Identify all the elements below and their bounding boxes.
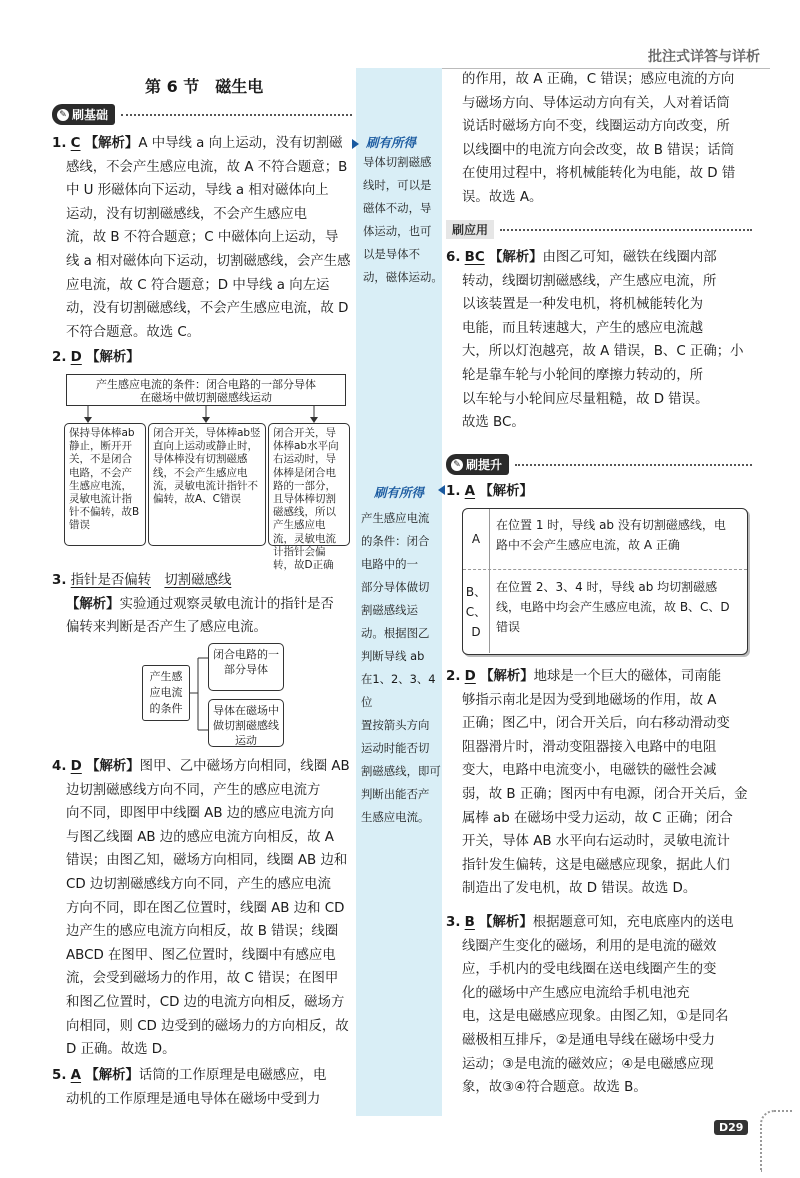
p1-row-b-line: 线，电路中均会产生感应电流，故 B、C、D: [496, 600, 730, 614]
p2-line: 阻器滑片时，滑动变阻器接入电路中的电阻: [462, 739, 717, 755]
q4-line: 方向不同，即在图乙位置时，线圈 AB 边和 CD: [66, 900, 345, 916]
q4-line: 边产生的感应电流方向相反，故 B 错误；线圈: [66, 924, 339, 940]
q5-line: 动机的工作原理是通电导体在磁场中受到力: [66, 1091, 321, 1107]
q1-line: 不符合题意。故选 C。: [66, 324, 201, 340]
q2-arrows: [60, 405, 360, 425]
note-1-line: 磁体不动，导: [363, 201, 432, 215]
q4: [52, 755, 354, 1062]
note-2-line: 生感应电流。: [361, 810, 430, 824]
note-2-line: 运动时能否切: [361, 741, 430, 755]
q6-line: 大，所以灯泡越亮，故 A 错误，B、C 正确；小: [462, 344, 744, 360]
p1-row-a-line: 在位置 1 时，导线 ab 没有切割磁感线，电: [496, 518, 726, 532]
p2-line: 正确；图乙中，闭合开关后，向右移动滑动变: [462, 716, 730, 732]
tag-basic-label: 刷基础: [72, 108, 109, 122]
p1-row-b-label: B、: [465, 585, 487, 599]
note-2-title: 刷有所得: [374, 485, 425, 500]
q6-line: 电能，而且转速越大，产生的感应电流越: [462, 320, 704, 336]
p3-line: 磁极相互排斥，②是通电导线在磁场中受力: [462, 1032, 716, 1048]
q4-line: ABCD 在图甲、图乙位置时，线圈中有感应电: [66, 947, 336, 963]
p1-row-b-line: 在位置 2、3、4 时，导线 ab 均切割磁感: [496, 580, 718, 594]
q4-line: 向相同，则 CD 边受到的磁场力的方向相反，故: [66, 1018, 349, 1034]
q3-diagram-top: 闭合电路的一部分导体: [208, 643, 284, 691]
note-1-title: 刷有所得: [366, 135, 417, 150]
p3-label: 【解析】: [479, 915, 533, 930]
p2: [446, 665, 752, 901]
p3-answer: B: [464, 915, 475, 930]
p3-num: 3.: [446, 915, 461, 930]
tag-basic: [52, 104, 352, 125]
q3-answer-2: 切割磁感线: [164, 573, 232, 588]
p2-num: 2.: [446, 669, 461, 684]
tag-improve-label: 刷提升: [466, 458, 503, 472]
corner-dots: [760, 1110, 792, 1172]
note-2-line: 置按箭头方向: [361, 718, 430, 732]
q2-answer: D: [70, 350, 82, 365]
p2-line: 开关，导体 AB 水平向右运动时，灵敏电流计: [462, 834, 730, 850]
q6-line: 转动，线圈切割磁感线，产生感应电流，所: [462, 273, 717, 289]
note-2: [361, 507, 445, 829]
q5-cont-line: 以线圈中的电流方向会改变，故 B 错误；话筒: [462, 142, 735, 158]
note-1-line: 线时，可以是: [363, 178, 432, 192]
q3-line: 实验通过观察灵敏电流计的指针是否: [119, 596, 334, 612]
p1-header: [446, 480, 533, 504]
q3-answer-1: 指针是否偏转: [70, 573, 152, 588]
note-2-line: 产生感应电流: [361, 511, 430, 525]
q1-line: 应电流，故 C 符合题意；D 中导线 a 向左运: [66, 277, 330, 293]
header-title: 批注式详答与详析: [648, 49, 760, 65]
p3-line: 根据题意可知，充电底座内的送电: [532, 915, 734, 930]
p2-line: 弱，故 B 正确；图丙中有电源，闭合开关后，金: [462, 786, 748, 802]
q6-line: 故选 BC。: [462, 415, 525, 431]
p2-line: 地球是一个巨大的磁体，司南能: [533, 669, 722, 684]
p2-line: 指针发生偏转，这是电磁感应现象，据此人们: [462, 857, 730, 873]
q5-cont-line: 与磁场方向、导体运动方向有关，人对着话筒: [462, 95, 730, 111]
q3: [52, 569, 354, 640]
p2-line: 属棒 ab 在磁场中受力运动，故 C 正确；闭合: [462, 810, 733, 826]
q5-cont-line: 说话时磁场方向不变，线圈运动方向改变，所: [462, 119, 730, 135]
q4-line: D 正确。故选 D。: [66, 1042, 176, 1058]
q5-label: 【解析】: [85, 1068, 139, 1083]
note-1-line: 动，磁体运动。: [363, 270, 443, 284]
q5-cont-line: 在使用过程中，将机械能转化为电能，故 D 错: [462, 166, 736, 182]
q6: [446, 246, 752, 435]
q2-top-box: 产生感应电流的条件：闭合电路的一部分导体在磁场中做切割磁感线运动: [66, 374, 346, 406]
note-1-arrow: [352, 139, 359, 149]
p1-row-a-label: A: [471, 532, 481, 546]
q5-continued: [462, 68, 752, 210]
q1-line: 线 a 相对磁体向下运动，切割磁感线，会产生感: [66, 253, 351, 269]
q2-box-1: 保持导体棒ab静止，断开开关，不是闭合电路，不会产生感应电流，灵敏电流计指针不偏转，故B错误: [64, 423, 146, 546]
q1-num: 1.: [52, 136, 67, 151]
p3-line: 象，故③④符合题意。故选 B。: [462, 1080, 647, 1096]
q5-answer: A: [70, 1068, 82, 1083]
q2-box-3: 闭合开关，导体棒ab水平向右运动时，导体棒是闭合电路的一部分，且导体棒切割磁感线，所以产生感应电流，灵敏电流计指针会偏转，故D正确: [268, 423, 350, 546]
q4-line: 流，会受到磁场力的作用，故 C 错误；在图甲: [66, 971, 339, 987]
note-1-line: 导体切割磁感: [363, 155, 432, 169]
q4-line: 与图乙线圈 AB 边的感应电流方向相反，故 A: [66, 829, 334, 845]
note-2-line: 部分导体做切: [361, 580, 430, 594]
note-1-line: 体运动，也可: [363, 224, 432, 238]
q2-label: 【解析】: [86, 350, 140, 365]
note-2-line: 电路中的一: [361, 557, 418, 571]
q1-line: A 中导线 a 向上运动，没有切割磁: [138, 136, 343, 151]
tag-apply-label: 刷应用: [446, 220, 494, 239]
q1-line: 动，没有切割磁感线，不会产生感应电流，故 D: [66, 301, 349, 317]
p1-num: 1.: [446, 484, 461, 499]
q5-line: 话筒的工作原理是电磁感应，电: [138, 1068, 327, 1083]
q4-label: 【解析】: [86, 759, 140, 774]
q4-line: 错误；由图乙知，磁场方向相同，线圈 AB 边和: [66, 853, 348, 869]
note-2-line: 判断出能否产: [361, 787, 430, 801]
q1-label: 【解析】: [84, 136, 139, 151]
q3-diagram-bottom: 导体在磁场中做切割磁感线运动: [208, 699, 284, 747]
section-title: 第 6 节 磁生电: [145, 77, 264, 96]
q4-answer: D: [70, 759, 82, 774]
q1-line: 中 U 形磁体向下运动，导线 a 相对磁体向上: [66, 183, 329, 199]
pen-icon: ✎: [451, 459, 463, 471]
note-2-line: 割磁感线运: [361, 603, 418, 617]
note-2-line: 判断导线 ab: [361, 649, 425, 663]
p1-row-b-label: C、: [465, 605, 487, 619]
q6-num: 6.: [446, 250, 461, 265]
q4-line: 和图乙位置时，CD 边的电流方向相反，磁场方: [66, 994, 345, 1010]
q1-answer: C: [70, 136, 81, 151]
tag-improve: [446, 454, 752, 475]
note-1: [358, 133, 444, 289]
q4-line: CD 边切割磁感线方向不同，产生的感应电流: [66, 876, 331, 892]
q1-line: 运动，没有切割磁感线，不会产生感应电: [66, 206, 308, 222]
q5-num: 5.: [52, 1068, 67, 1083]
q1-line: 感线，不会产生感应电流，故 A 不符合题意；B: [66, 159, 348, 175]
note-2-line: 动。根据图乙: [361, 626, 430, 640]
p1-table: [462, 508, 748, 655]
p1-label: 【解析】: [479, 484, 533, 499]
tag-apply: [446, 220, 752, 239]
p2-line: 变大，电路中电流变小，电磁铁的磁性会减: [462, 763, 717, 779]
q3-line: 偏转来判断是否产生了感应电流。: [66, 620, 267, 636]
note-1-line: 以是导体不: [363, 247, 420, 261]
note-2-line: 的条件：闭合: [361, 534, 430, 548]
q6-line: 由图乙可知，磁铁在线圈内部: [542, 250, 717, 265]
q1: [52, 132, 354, 344]
q3-num: 3.: [52, 573, 67, 588]
q1-line: 流，故 B 不符合题意；C 中磁体向上运动，导: [66, 230, 339, 246]
p3-line: 运动；③是电流的磁效应；④是电磁感应现: [462, 1056, 714, 1072]
p3-line: 线圈产生变化的磁场，利用的是电流的磁效: [462, 938, 717, 954]
pen-icon: ✎: [57, 109, 69, 121]
q6-label: 【解析】: [488, 250, 543, 265]
q4-line: 图甲、乙中磁场方向相同，线圈 AB: [139, 759, 350, 774]
p3-line: 电，这是电磁感应现象。由图乙知，①是同名: [462, 1009, 729, 1025]
p3: [446, 911, 752, 1100]
q4-num: 4.: [52, 759, 67, 774]
page-number: D29: [714, 1120, 748, 1135]
note-2-line: 在1、2、3、4位: [361, 672, 436, 709]
p2-label: 【解析】: [480, 669, 534, 684]
p3-line: 化的磁场中产生感应电流给手机电池充: [462, 985, 690, 1001]
q3-diagram-brace: [190, 650, 210, 740]
p2-line: 制造出了发电机，故 D 错误。故选 D。: [462, 881, 697, 897]
q3-diagram-left: 产生感应电流的条件: [142, 665, 190, 721]
q3-label: 【解析】: [66, 596, 120, 612]
q2-header: [52, 346, 140, 370]
p1-row-a-line: 路中不会产生感应电流，故 A 正确: [496, 538, 680, 552]
q4-line: 向不同，即图甲中线圈 AB 边的感应电流方向: [66, 806, 334, 822]
q5: [52, 1064, 354, 1111]
q6-line: 以车轮与小轮间应尽量粗糙，故 D 错误。: [462, 391, 709, 407]
p2-line: 够指示南北是因为受到地磁场的作用，故 A: [462, 692, 717, 708]
note-2-line: 割磁感线，即可: [361, 764, 441, 778]
p3-line: 应，手机内的受电线圈在送电线圈产生的变: [462, 962, 717, 978]
p1-row-b-line: 错误: [496, 620, 521, 634]
q5-cont-line: 的作用，故 A 正确，C 错误；感应电流的方向: [462, 72, 735, 87]
p1-row-b-label: D: [471, 625, 481, 639]
q2-box-2: 闭合开关，导体棒ab竖直向上运动或静止时，导体棒没有切割磁感线，不会产生感应电流，灵敏电流计指针不偏转，故A、C错误: [148, 423, 266, 546]
q4-line: 边切割磁感线方向不同，产生的感应电流方: [66, 782, 321, 798]
q6-line: 轮是靠车轮与小轮间的摩擦力转动的，所: [462, 367, 704, 383]
q6-answer: BC: [464, 250, 485, 265]
p1-answer: A: [464, 484, 476, 499]
note-2-arrow: [438, 485, 445, 495]
q2-num: 2.: [52, 350, 67, 365]
q5-cont-line: 误。故选 A。: [462, 189, 543, 205]
q6-line: 以该装置是一种发电机，将机械能转化为: [462, 297, 704, 313]
p2-answer: D: [464, 669, 476, 684]
